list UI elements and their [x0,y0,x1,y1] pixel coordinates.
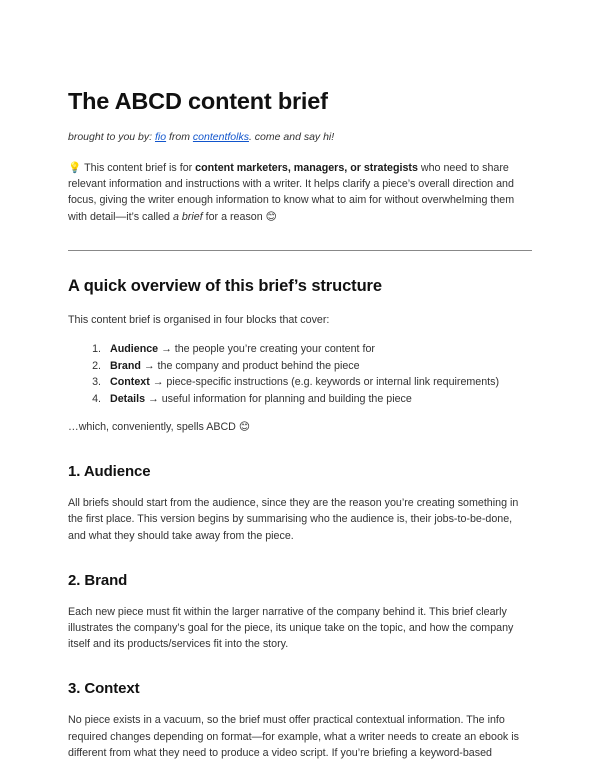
byline-suffix: . come and say hi! [248,131,335,143]
byline-middle: from [166,131,193,143]
list-item-arrow: → [145,392,162,405]
overview-outro-text: …which, conveniently, spells ABCD [68,421,239,434]
list-item [104,391,532,408]
list-item-description: the people you’re creating your content for [174,343,375,356]
list-item [104,341,532,358]
list-item-description: the company and product behind the piece [157,359,360,372]
smiling-face-icon: 😊 [238,420,251,434]
callout-text-part3: for a reason [202,210,266,223]
brief-structure-list [68,341,532,407]
overview-heading: A quick overview of this brief’s structure [68,276,382,295]
section-heading-context: 3. Context [68,680,140,698]
list-item-arrow: → [149,376,167,389]
overview-outro-paragraph [68,419,532,435]
callout-text-part1: This content brief is for [84,162,196,174]
section-divider [68,250,532,251]
overview-lead-paragraph: This content brief is organised in four blocks that cover: [68,313,330,326]
callout-italic-brief: a brief [172,210,203,223]
list-item-description: useful information for planning and building the piece [161,392,412,405]
page-title: The ABCD content brief [68,88,328,114]
byline-link-contentfolks[interactable]: contentfolks [192,131,249,143]
callout-paragraph [68,160,532,225]
list-item-arrow: → [158,343,175,356]
section-heading-brand: 2. Brand [68,571,128,589]
list-item-description: piece-specific instructions (e.g. keywords or internal link requirements) [166,376,500,389]
section-body-audience: All briefs should start from the audience, since they are the reason you’re creating something in the first place. This version begins by summarising who the audience is, their jobs-to-be-done, and what they should take away from the piece. [68,497,519,542]
byline-link-fio[interactable]: fio [154,131,167,143]
byline [68,130,532,145]
section-heading-audience: 1. Audience [68,463,151,481]
light-bulb-icon: 💡 [68,161,82,174]
callout-text-part2: who need to share relevant information and instructions with a writer. It helps clarify a piece’s overall direction and focus, giving the writer enough information to know what to aim for without overwhelming them with detail—it’s called [68,162,515,223]
list-item-term: Context [110,376,150,389]
byline-prefix: brought to you by: [68,131,155,143]
smiling-face-icon: 😊 [265,209,277,223]
section-body-context: No piece exists in a vacuum, so the brief must offer practical contextual information. The info required changes depending on format—for example, what a writer needs to create an ebook is different from what they need to produce a video script. If you’re briefing a keyword-based [68,714,519,759]
list-item-arrow: → [140,359,158,372]
list-item-term: Details [110,392,146,405]
list-item-term: Brand [110,359,141,372]
list-item-term: Audience [110,343,159,356]
section-body-brand: Each new piece must fit within the larger narrative of the company behind it. This brief clearly illustrates the company’s goal for the piece, its unique take on the topic, and how the company itself and its products/services fit into the story. [68,605,514,651]
list-item [104,374,532,391]
list-item [104,358,532,375]
callout-bold-audience: content marketers, managers, or strategists [195,162,418,174]
